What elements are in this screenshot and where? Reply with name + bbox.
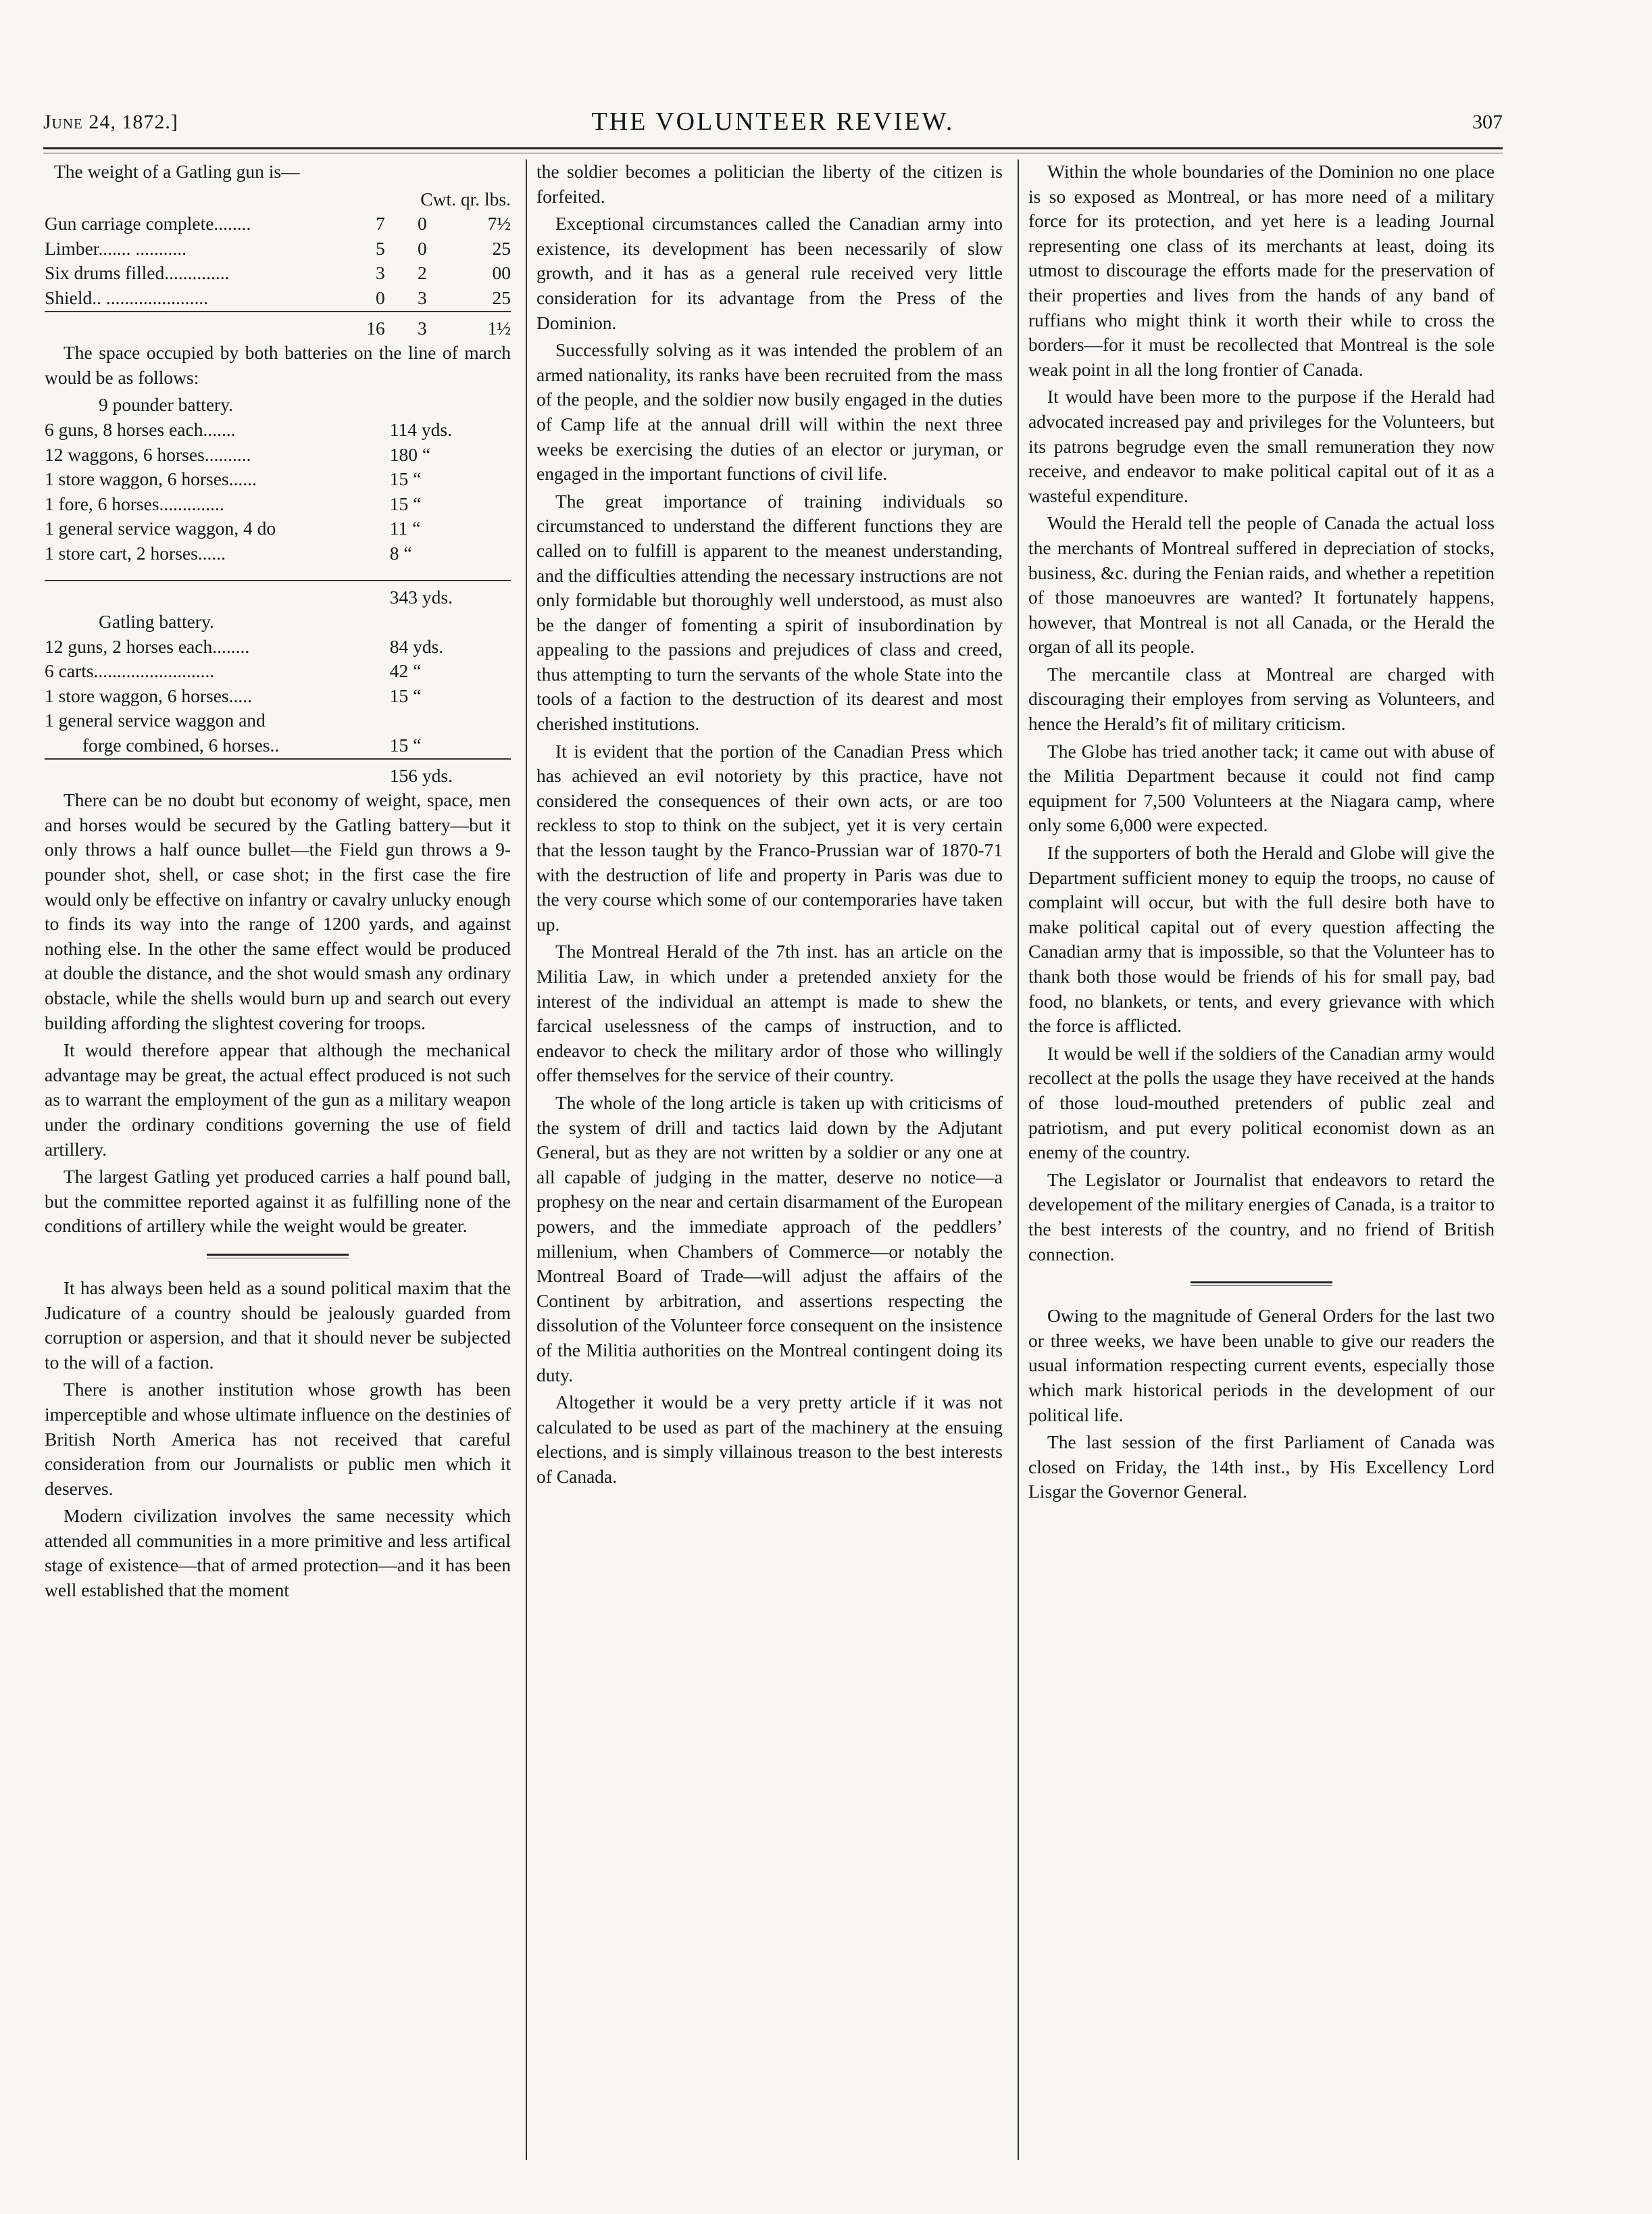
weight-cwt: 7 (375, 213, 385, 235)
paragraph: Altogether it would be a very pretty article if it was not calculated to be used as part of the machinery at the ensuing elections, and is simply villainous treason to the best interests of Canada. (536, 1392, 1003, 1487)
battery-item: 6 guns, 8 horses each....... (45, 418, 236, 440)
gatling-total: 156 yds. (380, 759, 511, 789)
paragraph: Owing to the magnitude of General Orders for the last two or three weeks, we have been unable to give our readers the usual information respecting current events, especially those which mark historical periods in the development of our political life. (1028, 1305, 1495, 1425)
battery-length: 180 “ (389, 443, 431, 465)
battery-item: 1 general service waggon, 4 do (45, 518, 276, 539)
section-separator (207, 1254, 349, 1258)
battery-item: 1 fore, 6 horses.............. (45, 493, 224, 514)
weight-total-row (45, 312, 511, 341)
table-row (45, 659, 511, 684)
paragraph: The Montreal Herald of the 7th inst. has an article on the Militia Law, in which under a pretended anxiety for the interest of the individual an attempt is made to shew the farcical uselessness of the camps of instruction, and to endeavor to check the military ardor of those who willingly offer themselves for the service of their country. (536, 941, 1003, 1086)
battery-length: 15 “ (389, 735, 422, 756)
battery-item: forge combined, 6 horses.. (82, 735, 280, 756)
weight-qr: 0 (418, 237, 427, 259)
battery-item: 1 store cart, 2 horses...... (45, 542, 226, 564)
table-row (45, 467, 511, 492)
paragraph: Successfully solving as it was intended the problem of an armed nationality, its ranks have been recruited from the mass of the people, and the soldier now busily engaged in the duties of Camp life at the annual drill will within the next three weeks be exercising the duties of an elector or juryman, or engaged in the important functions of civil life. (536, 339, 1003, 485)
battery-length: 8 “ (389, 542, 412, 564)
column-divider-1 (526, 159, 527, 2160)
paragraph: Within the whole boundaries of the Dominion no one place is so exposed as Montreal, or has more need of a military force for its protection, and yet here is a leading Journal representing one class of its merchants at least, doing its utmost to discourage the efforts made for the preservation of their properties and lives from the hands of any band of ruffians who might think it worth their while to cross the borders—for it must be recollected that Montreal is the sole weak point in all the long frontier of Canada. (1028, 161, 1495, 380)
weight-qr: 0 (418, 213, 427, 235)
battery-length: 15 “ (389, 493, 422, 514)
nine-pounder-table (45, 418, 511, 610)
paragraph: The Legislator or Journalist that endeavors to retard the developement of the military energies of Canada, is a traitor to the best interests of the country, and no friend of British connection. (1028, 1168, 1495, 1264)
page-number: 307 (1472, 111, 1503, 133)
paragraph: Exceptional circumstances called the Canadian army into existence, its development has been necessarily of slow growth, and it has as a general rule received very little consideration for its advantage from the Press of the Dominion. (536, 213, 1003, 333)
paragraph: The great importance of training individuals so circumstanced to understand the different functions they are called on to fulfill is apparent to the meanest understanding, and the difficulties attending the necessary instructions are not only formidable but thoroughly well understood, as must also be the danger of fomenting a spirit of insubordination by appealing to the passions and prejudices of class and creed, thus attempting to turn the servants of the whole State into the tools of a faction to the destruction of its dearest and most cherished institutions. (536, 490, 1003, 735)
table-row (45, 566, 511, 581)
table-row (45, 635, 511, 660)
table-row (45, 733, 511, 759)
gatling-total-row (45, 759, 511, 789)
weight-lbs: 7½ (487, 213, 511, 235)
weight-table-header (45, 187, 511, 212)
header-rule (43, 147, 1503, 149)
weight-lbs: 25 (492, 237, 511, 259)
nine-pounder-heading: 9 pounder battery. (99, 394, 234, 416)
gatling-battery-table (45, 635, 511, 789)
battery-length: 11 “ (389, 518, 421, 539)
battery-length: 15 “ (389, 468, 422, 490)
gatling-battery-heading: Gatling battery. (99, 611, 214, 633)
column-1 (45, 159, 511, 2173)
column-2 (536, 159, 1003, 2173)
space-intro: The space occupied by both batteries on the line of march would be as follows: (45, 342, 511, 388)
battery-item: 1 store waggon, 6 horses..... (45, 685, 253, 706)
table-row (45, 541, 511, 566)
battery-item: 12 waggons, 6 horses.......... (45, 443, 251, 465)
weight-item: Gun carriage complete........ (45, 213, 251, 235)
paragraph: The largest Gatling yet produced carries a half pound ball, but the committee reported against it as fulfilling none of the conditions of artillery while the weight would be greater. (45, 1166, 511, 1237)
publication-title: THE VOLUNTEER REVIEW. (591, 107, 955, 136)
battery-length: 114 yds. (389, 418, 452, 440)
battery-item: 12 guns, 2 horses each........ (45, 635, 250, 657)
weight-cwt: 3 (375, 262, 385, 284)
weight-qr: 3 (418, 287, 427, 308)
weight-units-header: Cwt. qr. lbs. (420, 188, 511, 210)
section-separator (1191, 1281, 1332, 1286)
column-divider-2 (1018, 159, 1019, 2160)
column-3 (1028, 159, 1495, 2173)
table-row (45, 684, 511, 709)
weight-qr: 2 (418, 262, 427, 284)
weight-total-lbs: 1½ (427, 312, 511, 341)
battery-item: 1 general service waggon and (45, 710, 266, 731)
paragraph: It would therefore appear that although the mechanical advantage may be great, the actual effect produced is not such as to warrant the employment of the gun as a military weapon under the ordinary conditions governing the use of field artillery. (45, 1039, 511, 1160)
table-row (45, 516, 511, 541)
table-row (45, 418, 511, 443)
paragraph: Would the Herald tell the people of Canada the actual loss the merchants of Montreal suffered in depreciation of stocks, business, &c. during the Fenian raids, and whether a repetition of those manoeuvres are wanted? It fortunately happens, however, that Montreal is not all Canada, or the Herald the organ of all its people. (1028, 512, 1495, 658)
paragraph: The mercantile class at Montreal are charged with discouraging their employes from serving as Volunteers, and hence the Herald’s fit of military criticism. (1028, 663, 1495, 735)
battery-item: 1 store waggon, 6 horses...... (45, 468, 257, 490)
paragraph: There is another institution whose growth has been imperceptible and whose ultimate influence on the destinies of British North America has not received that careful consideration from our Journalists or public men which it deserves. (45, 1379, 511, 1499)
nine-pounder-total-row (45, 581, 511, 610)
weight-item: Limber....... ........... (45, 237, 187, 259)
weight-total-cwt: 16 (343, 312, 385, 341)
table-row (45, 492, 511, 517)
table-row (45, 286, 511, 312)
paragraph: It would be well if the soldiers of the Canadian army would recollect at the polls the usage they have received at the hands of those loud-mouthed pretenders of public zeal and patriotism, and put every political economist down as an enemy of the country. (1028, 1042, 1495, 1163)
paragraph: There can be no doubt but economy of weight, space, men and horses would be secured by the Gatling battery—but it only throws a half ounce bullet—the Field gun throws a 9-pounder shot, shell, or case shot; in the first case the fire would only be effective on infantry or cavalry unlucky enough to finds its way into the range of 1200 yards, and against nothing else. In the other the same effect would be produced at double the distance, and the shot would smash any ordinary obstacle, while the shells would burn up and search out every building affording the slightest covering for troops. (45, 789, 511, 1033)
paragraph: The Globe has tried another tack; it came out with abuse of the Militia Department because it could not find camp equipment for 7,500 Volunteers at the Niagara camp, where only some 6,000 were expected. (1028, 740, 1495, 836)
battery-length: 42 “ (389, 660, 422, 682)
table-row (45, 237, 511, 262)
page-header (43, 101, 1503, 145)
battery-length: 84 yds. (389, 635, 444, 657)
weight-item: Six drums filled.............. (45, 262, 230, 284)
weight-intro: The weight of a Gatling gun is— (54, 161, 300, 182)
paragraph: If the supporters of both the Herald and Globe will give the Department sufficient money to equip the troops, no cause of complaint will occur, but with the full desire both have to make political capital out of every question affecting the Canadian army that is impossible, so that the Volunteer has to thank both those would be friends of his for small pay, bad food, no blankets, or tents, and every grievance with which the force is afflicted. (1028, 842, 1495, 1037)
weight-lbs: 00 (492, 262, 511, 284)
weight-total-qr: 3 (385, 312, 427, 341)
paragraph: the soldier becomes a politician the liberty of the citizen is forfeited. (536, 161, 1003, 207)
paragraph: It would have been more to the purpose if the Herald had advocated increased pay and privileges for the Volunteers, but its patrons begrudge even the small remuneration they now receive, and endeavor to make political capital out of it as a wasteful expenditure. (1028, 386, 1495, 506)
issue-date: June 24, 1872.] (43, 111, 178, 133)
table-row (45, 212, 511, 237)
weight-cwt: 0 (375, 287, 385, 308)
weight-lbs: 25 (492, 287, 511, 308)
paragraph: The whole of the long article is taken up with criticisms of the system of drill and tactics laid down by the Adjutant General, but as they are not written by a soldier or any one at all capable of judging in the matter, deserve no notice—a prophesy on the near and certain disarmament of the European powers, and the immediate approach of the peddlers’ millenium, when Chambers of Commerce—or notably the Montreal Board of Trade—will adjust the affairs of the Continent by arbitration, and assertions respecting the dissolution of the Volunteer force consequent on the insistence of the Militia authorities on the Montreal contingent doing its duty. (536, 1091, 1003, 1385)
paragraph: It has always been held as a sound political maxim that the Judicature of a country should be jealously guarded from corruption or aspersion, and that it should never be subjected to the will of a faction. (45, 1277, 511, 1373)
paragraph: Modern civilization involves the same necessity which attended all communities in a more primitive and less artifical stage of existence—that of armed protection—and it has been well established that the moment (45, 1505, 511, 1601)
paragraph: The last session of the first Parliament of Canada was closed on Friday, the 14th inst., by His Excellency Lord Lisgar the Governor General. (1028, 1431, 1495, 1502)
battery-item: 6 carts.......................... (45, 660, 215, 682)
paragraph: It is evident that the portion of the Canadian Press which has achieved an evil notoriety by this practice, have not considered the consequences of their own acts, or are too reckless to stop to think on the subject, yet it is very certain that the lesson taught by the Franco-Prussian war of 1870-71 with the destruction of life and property in Paris was due to the very course which some of our contemporaries have taken up. (536, 740, 1003, 935)
table-row (45, 261, 511, 286)
nine-pounder-total: 343 yds. (380, 581, 511, 610)
table-row (45, 708, 511, 733)
table-row (45, 443, 511, 468)
gatling-weight-table (45, 187, 511, 341)
weight-cwt: 5 (375, 237, 385, 259)
battery-length: 15 “ (389, 685, 422, 706)
weight-item: Shield.. ...................... (45, 287, 209, 308)
